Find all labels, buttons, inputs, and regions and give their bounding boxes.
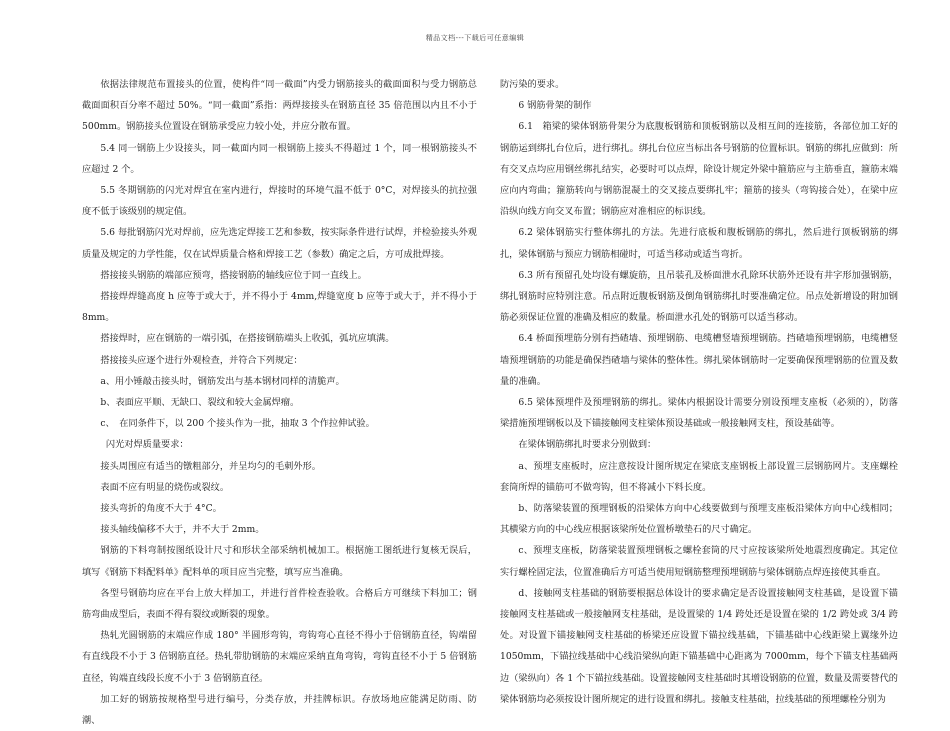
paragraph: c、预埋支座板，防落梁装置预埋钢板之螺栓套筒的尺寸应按该梁所处地震烈度确定。其定位实行螺栓固定法，位置准确后方可适当使用短钢筋整理预埋钢筋与梁体钢筋点焊连接使其垂直。 <box>500 545 898 578</box>
paragraph: 接头轴线偏移不大于，并不大于 2mm。 <box>100 524 265 536</box>
paragraph: 5.5 冬期钢筋的闪光对焊宜在室内进行，焊接时的环境气温不低于 0°C，对焊接头的抗拉强度不低于该级别的规定值。 <box>82 185 477 218</box>
paragraph: 6.3 所有预留孔处均设有螺旋筋，且吊装孔及桥面泄水孔除环状筋外还设有井字形加强钢筋，绑扎钢筋时应特别注意。吊点附近腹板钢筋及倒角钢筋绑扎时要准确定位。吊点处新增设的附加钢筋必须保证位置的准确及相应的数量。桥面泄水孔处的钢筋可以适当移动。 <box>500 269 898 324</box>
paragraph: b、防落梁装置的预埋钢板的沿梁体方向中心线要做到与预埋支座板沿梁体方向中心线相同；其横梁方向的中心线应根据该梁所处位置桥墩垫石的尺寸确定。 <box>500 503 898 536</box>
paragraph: 在梁体钢筋绑扎时要求分别做到： <box>518 439 657 451</box>
paragraph: 钢筋的下料弯制按图纸设计尺寸和形状全部采纳机械加工。根据施工图纸进行复核无误后，填写《钢筋下料配料单》配料单的项目应当完整，填写应当准确。 <box>82 545 477 578</box>
paragraph: 接头弯折的角度不大于 4°C。 <box>100 503 222 515</box>
paragraph: 6.1 箱梁的梁体钢筋骨架分为底腹板钢筋和顶板钢筋以及相互间的连接筋，各部位加工好的钢筋运到绑扎台位后，进行绑扎。绑扎台位应当标出各号钢筋的位置标识。钢筋的绑扎应做到：所有交叉点均应用钢丝绑扎结实，必要时可以点焊，除设计规定外梁中箍筋应与主筋垂直，箍筋末端应向内弯曲；箍筋转向与钢筋混凝土的交叉接点要绑扎牢；箍筋的接头（弯钩接合处），在梁中应沿纵向线方向交叉布置；钢筋应对准相应的标识线。 <box>500 121 898 218</box>
paragraph: a、预埋支座板时，应注意按设计图所规定在梁底支座钢板上部设置三层钢筋网片。支座螺栓套筒所焊的锚筋可不做弯钩，但不将减小下料长度。 <box>500 460 898 493</box>
paragraph: 表面不应有明显的烧伤或裂纹。 <box>100 481 230 493</box>
paragraph: 闪光对焊质量要求： <box>105 439 189 451</box>
paragraph: c、 在同条件下，以 200 个接头作为一批，抽取 3 个作拉伸试验。 <box>100 418 375 430</box>
paragraph: 6.4 桥面预埋筋分别有挡碴墙、预埋钢筋、电缆槽竖墙预埋钢筋。挡碴墙预埋钢筋，电缆槽竖墙预埋钢筋的功能是确保挡碴墙与梁体的整体性。绑扎梁体钢筋时一定要确保预埋钢筋的位置及数量的准确。 <box>500 333 898 387</box>
left-column <box>82 74 477 731</box>
page-header: 精品文档---下载后可任意编辑 <box>425 34 525 42</box>
paragraph: 搭接焊时，应在钢筋的一端引弧，在搭接钢筋端头上收弧，弧坑应填满。 <box>100 333 395 345</box>
paragraph: 5.4 同一钢筋上少设接头，同一截面内同一根钢筋上接头不得超过 1 个，同一根钢筋接头不应超过 2 个。 <box>82 142 477 175</box>
paragraph: 搭接接头钢筋的端部应预弯，搭接钢筋的轴线应位于同一直线上。 <box>100 269 367 281</box>
paragraph: d、接触网支柱基础的钢筋要根据总体设计的要求确定是否设置接触网支柱基础，是设置下锚接触网支柱基础或一般接触网支柱基础，是设置梁的 1/4 跨处还是设置在梁的 1/2 跨处或 3/4 跨处。对设置下锚接触网支柱基础的桥梁还应设置下锚拉线基础，下锚基础中心线距梁上翼缘外边 1050mm，下锚拉线基础中心线沿梁纵向距下锚基础中心距离为 7000mm，每个下锚支柱基础两边（梁纵向）各 1 个下锚拉线基础。设置接触网支柱基础时其增设钢筋的位置，数量及需要替代的梁体钢筋均必须按设计图所规定的进行设置和绑扎。接触支柱基础，拉线基础的预埋螺栓分别为 <box>500 587 898 705</box>
paragraph: 热轧光圆钢筋的末端应作成 180° 半圆形弯钩，弯钩弯心直径不得小于倍钢筋直径，钩端留有直线段不小于 3 倍钢筋直径。热轧带肋钢筋的末端应采纳直角弯钩，弯钩直径不小于 5 倍钢筋直径，钩端直线段长度不小于 3 倍钢筋直径。 <box>82 630 477 684</box>
right-column <box>500 74 898 710</box>
paragraph: b、表面应平顺、无缺口、裂纹和较大金属焊瘤。 <box>100 397 300 409</box>
paragraph: 6.2 梁体钢筋实行整体绑扎的方法。先进行底板和腹板钢筋的绑扎，然后进行顶板钢筋的绑扎，梁体钢筋与预应力钢筋相碰时，可适当移动或适当弯折。 <box>500 227 898 260</box>
paragraph: 接头周围应有适当的镦粗部分，并呈均匀的毛刺外形。 <box>100 460 321 472</box>
paragraph: 依据法律规范布置接头的位置，使构件“同一截面”内受力钢筋接头的截面面积与受力钢筋总截面面积百分率不超过 50%。“同一截面”系指：两焊接接头在钢筋直径 35 倍范围以内且不小于 500mm。钢筋接头位置设在钢筋承受应力较小处，并应分散布置。 <box>82 79 477 133</box>
paragraph: 搭接接头应逐个进行外观检查，并符合下列规定： <box>100 354 303 366</box>
paragraph: 6.5 梁体预埋件及预埋钢筋的绑扎。梁体内根据设计需要分别设预埋支座板（必须的），防落梁措施预埋钢板以及下锚接触网支柱梁体预设基础或一般接触网支柱，预设基础等。 <box>500 397 898 430</box>
paragraph: 各型号钢筋均应在平台上放大样加工，并进行首件检查验收。合格后方可继续下料加工；钢筋弯曲成型后，表面不得有裂纹或断裂的现象。 <box>82 587 477 621</box>
paragraph: 防污染的要求。 <box>500 79 565 90</box>
paragraph: 加工好的钢筋按规格型号进行编号，分类存放，并挂牌标识。存放场地应能满足防雨、防潮、 <box>82 693 477 727</box>
paragraph: 5.6 每批钢筋闪光对焊前，应先选定焊接工艺和参数，按实际条件进行试焊，并检验接头外观质量及规定的力学性能，仅在试焊质量合格和焊接工艺（参数）确定之后，方可成批焊接。 <box>82 227 477 260</box>
paragraph: a、用小锤敲击接头时，钢筋发出与基本钢材同样的清脆声。 <box>100 375 345 387</box>
paragraph: 6 钢筋骨架的制作 <box>518 100 592 112</box>
paragraph: 搭接焊焊缝高度 h 应等于或大于，并不得小于 4mm,焊缝宽度 b 应等于或大于，并不得小于 8mm。 <box>82 291 477 324</box>
